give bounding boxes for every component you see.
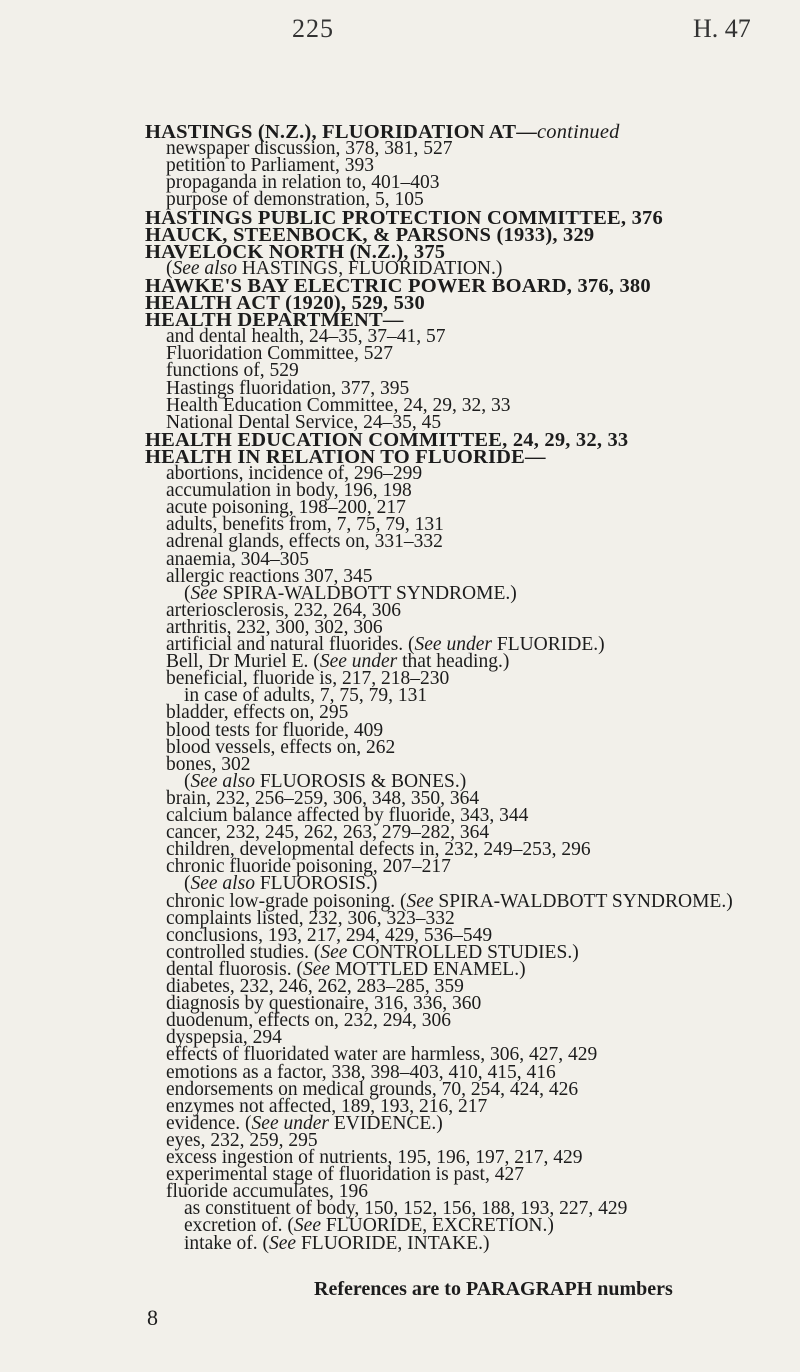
index-subentry: purpose of demonstration, 5, 105 <box>166 189 424 211</box>
index-subentry: blood vessels, effects on, 262 <box>166 736 396 758</box>
index-subentry: conclusions, 193, 217, 294, 429, 536–549 <box>166 924 493 946</box>
index-subentry: cancer, 232, 245, 262, 263, 279–282, 364 <box>166 822 490 844</box>
index-subentry: anaemia, 304–305 <box>166 548 309 570</box>
index-subentry: Hastings fluoridation, 377, 395 <box>166 377 410 399</box>
index-subentry: fluoride accumulates, 196 <box>166 1181 368 1203</box>
index-subentry: diagnosis by questionaire, 316, 336, 360 <box>166 993 482 1015</box>
index-subentry: accumulation in body, 196, 198 <box>166 480 412 502</box>
index-subentry: chronic fluoride poisoning, 207–217 <box>166 856 451 878</box>
index-subentry: eyes, 232, 259, 295 <box>166 1129 318 1151</box>
index-subentry: children, developmental defects in, 232, 249–253, 296 <box>166 839 591 861</box>
index-subentry: in case of adults, 7, 75, 79, 131 <box>184 685 428 707</box>
index-subentry: National Dental Service, 24–35, 45 <box>166 411 442 433</box>
index-subentry: propaganda in relation to, 401–403 <box>166 172 440 194</box>
index-subentry: dental fluorosis. (See MOTTLED ENAMEL.) <box>166 958 526 980</box>
index-subentry: intake of. (See FLUORIDE, INTAKE.) <box>184 1232 490 1254</box>
index-subentry: (See SPIRA-WALDBOTT SYNDROME.) <box>184 582 517 604</box>
index-subentry: Fluoridation Committee, 527 <box>166 343 393 365</box>
index-subentry: (See also HASTINGS, FLUORIDATION.) <box>166 257 503 279</box>
index-heading: HASTINGS (N.Z.), FLUORIDATION AT—continued <box>145 121 620 143</box>
index-subentry: excretion of. (See FLUORIDE, EXCRETION.) <box>184 1215 554 1237</box>
index-heading: HAWKE'S BAY ELECTRIC POWER BOARD, 376, 380 <box>145 274 651 297</box>
index-subentry: duodenum, effects on, 232, 294, 306 <box>166 1010 452 1032</box>
index-subentry: as constituent of body, 150, 152, 156, 188, 193, 227, 429 <box>184 1198 628 1220</box>
index-subentry: effects of fluoridated water are harmless, 306, 427, 429 <box>166 1044 598 1066</box>
index-subentry: chronic low-grade poisoning. (See SPIRA-WALDBOTT SYNDROME.) <box>166 890 733 912</box>
index-subentry: artificial and natural fluorides. (See under FLUORIDE.) <box>166 634 605 655</box>
index-subentry: endorsements on medical grounds, 70, 254, 424, 426 <box>166 1078 579 1100</box>
index-heading: HEALTH ACT (1920), 529, 530 <box>145 292 425 314</box>
index-subentry: blood tests for fluoride, 409 <box>166 719 384 741</box>
index-subentry: excess ingestion of nutrients, 195, 196, 197, 217, 429 <box>166 1147 583 1168</box>
index-subentry: abortions, incidence of, 296–299 <box>166 463 423 484</box>
index-subentry: petition to Parliament, 393 <box>166 155 374 177</box>
index-subentry: beneficial, fluoride is, 217, 218–230 <box>166 668 450 690</box>
index-subentry: emotions as a factor, 338, 398–403, 410, 415, 416 <box>166 1061 556 1083</box>
index-heading: HEALTH DEPARTMENT— <box>145 309 404 332</box>
page-number: 225 <box>292 14 334 43</box>
index-subentry: controlled studies. (See CONTROLLED STUDIES.) <box>166 941 579 963</box>
footer-note: References are to PARAGRAPH numbers <box>314 1278 673 1300</box>
index-subentry: evidence. (See under EVIDENCE.) <box>166 1112 443 1134</box>
index-subentry: functions of, 529 <box>166 360 299 382</box>
index-subentry: complaints listed, 232, 306, 323–332 <box>166 907 455 929</box>
index-subentry: allergic reactions 307, 345 <box>166 565 373 587</box>
index-subentry: brain, 232, 256–259, 306, 348, 350, 364 <box>166 787 480 809</box>
index-subentry: Bell, Dr Muriel E. (See under that heading.) <box>166 651 510 673</box>
page-code: H. 47 <box>693 14 751 43</box>
index-heading: HAUCK, STEENBOCK, & PARSONS (1933), 329 <box>145 223 595 246</box>
index-heading: HEALTH EDUCATION COMMITTEE, 24, 29, 32, 33 <box>145 428 629 451</box>
index-heading: HASTINGS PUBLIC PROTECTION COMMITTEE, 376 <box>145 206 663 229</box>
index-heading: HEALTH IN RELATION TO FLUORIDE— <box>145 445 546 468</box>
index-subentry: acute poisoning, 198–200, 217 <box>166 497 406 519</box>
index-heading: HAVELOCK NORTH (N.Z.), 375 <box>145 240 446 263</box>
index-subentry: arteriosclerosis, 232, 264, 306 <box>166 599 402 621</box>
index-subentry: bones, 302 <box>166 753 251 775</box>
index-subentry: adrenal glands, effects on, 331–332 <box>166 531 443 553</box>
index-subentry: (See also FLUOROSIS & BONES.) <box>184 770 467 792</box>
sheet-number: 8 <box>147 1305 158 1330</box>
index-subentry: enzymes not affected, 189, 193, 216, 217 <box>166 1095 488 1117</box>
index-subentry: dyspepsia, 294 <box>166 1027 282 1049</box>
index-subentry: Health Education Committee, 24, 29, 32, 33 <box>166 394 511 416</box>
index-subentry: calcium balance affected by fluoride, 343, 344 <box>166 805 529 826</box>
index-subentry: newspaper discussion, 378, 381, 527 <box>166 138 453 160</box>
index-subentry: bladder, effects on, 295 <box>166 702 349 724</box>
index-subentry: adults, benefits from, 7, 75, 79, 131 <box>166 514 444 536</box>
index-subentry: experimental stage of fluoridation is past, 427 <box>166 1164 524 1186</box>
index-subentry: and dental health, 24–35, 37–41, 57 <box>166 326 446 348</box>
index-subentry: diabetes, 232, 246, 262, 283–285, 359 <box>166 976 464 997</box>
index-subentry: arthritis, 232, 300, 302, 306 <box>166 616 383 638</box>
index-subentry: (See also FLUOROSIS.) <box>184 873 378 895</box>
